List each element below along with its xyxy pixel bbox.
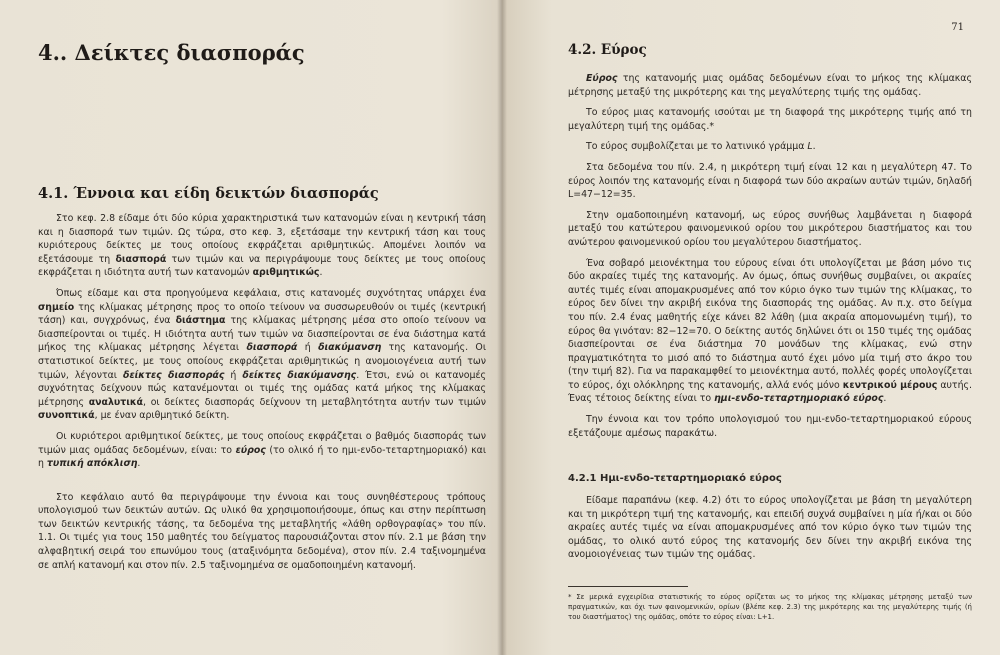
text-run: . [812,141,816,153]
bold-term: αναλυτικά [88,396,143,408]
section-title: 4.1. Έννοια και είδη δεικτών διασποράς [38,185,379,202]
paragraph [568,413,972,440]
text-run: Στην ομαδοποιημένη κατανομή, ως εύρος συνήθως λαμβάνεται η διαφορά μεταξύ του κατώτερου φαινομενικού ορίου του μικρότερου διαστήματος και του ανώτερου φαινομενικού ορίου του μεγαλύτερου διαστήματος. [568,209,972,248]
text-run: Στο κεφάλαιο αυτό θα περιγράψουμε την έννοια και τους συνηθέστερους τρόπους υπολογισμού των δεικτών αυτών. Ως υλικό θα χρησιμοποιήσουμε, όπως και στην περίπτωση των δεικτών κεντρικής τάσης, τα δεδομένα της μεταβλητής «λάθη ορθογραφίας» του πίν. 1.1. Οι τιμές για τους 150 μαθητές του δείγματος παρουσιάζονται στον πίν. 2.1 με βάση την αλφαβητική σειρά του επωνύμου τους (αταξινόμητα δεδομένα), στον πίν. 2.4 ταξινομημένα σε απλή κατανομή και στον πίν. 2.5 ταξινομημένα σε ομαδοποιημένη κατανομή. [38,491,486,571]
left-body [38,212,486,579]
paragraph [38,430,486,471]
text-run: . [883,393,887,405]
bold-italic-term: εύρος [235,444,266,456]
text-run: ή [224,369,243,381]
text-run: Ένα σοβαρό μειονέκτημα του εύρους είναι ότι υπολογίζεται με βάση μόνο τις δύο ακραίες τιμές της κατανομής. Αν όμως, όπως συνήθως συμβαίνει, οι ακραίες αυτές τιμές είναι απομακρυσμένες από τον κύριο όγκο των τιμών της κλίμακας, το εύρος δεν δίνει την ακριβή εικόνα της διασποράς της ομάδας. Αν π.χ. στο δείγμα του πίν. 2.4 ένας μαθητής είχε κάνει 82 λάθη (μια ακραία απομονωμένη τιμή), το εύρος θα γινόταν: 82−12=70. Ο δείκτης αυτός δηλώνει ότι οι 150 τιμές της ομάδας διασπείρονται σε ένα διάστημα 70 μονάδων της κλίμακας, ενώ στην πραγματικότητα το μισό από το διάστημα αυτό έχει μόνο μία τιμή στο άκρο του (την τιμή 82). Για να παρακαμφθεί το μειονέκτημα αυτό, πολλές φορές υπολογίζεται το εύρος, όχι ολόκληρης της κατανομής, αλλά ενός μόνο [568,257,972,391]
bold-italic-term: διασπορά [246,342,298,354]
text-run: Όπως είδαμε και στα προηγούμενα κεφάλαια, στις κατανομές συχνότητας υπάρχει ένα [56,287,486,299]
text-run: (το ολικό ή το ημι-ενδο-τεταρτημοριακό) και η [38,444,486,470]
footnote-rule [568,586,688,587]
text-run: αυτής. Ένας τέτοιος δείκτης είναι το [568,379,973,405]
paragraph [568,72,972,99]
bold-term: αριθμητικώς [252,267,320,279]
text-run: Την έννοια και τον τρόπο υπολογισμού του ημι-ενδο-τεταρτημοριακού εύρους εξετάζουμε αμέσως παρακάτω. [568,414,972,439]
right-page [502,0,1000,655]
paragraph [38,212,486,280]
paragraph [38,491,486,573]
bold-italic-term: δείκτες διακύμανσης [242,369,357,381]
paragraph [568,257,972,407]
text-run: της κατανομής. Οι στατιστικοί δείκτες, με τους οποίους εκφράζεται αριθμητικώς η ανομοιογένεια αυτή των τιμών, λέγονται [38,342,486,381]
bold-italic-term: Εύρος [586,73,618,84]
book-gutter [497,0,507,655]
text-run: Οι κυριότεροι αριθμητικοί δείκτες, με τους οποίους εκφράζεται ο βαθμός διασποράς των τιμών μιας ομάδας δεδομένων, είναι: το [38,430,486,456]
italic-term: L [807,141,813,153]
paragraph [568,106,972,133]
paragraph [568,494,972,562]
text-run: της κλίμακας μέτρησης προς το οποίο τείνουν να συσσωρευθούν οι τιμές (κεντρική τάση) και, συγχρόνως, ένα [38,301,486,327]
text-run: , με έναν αριθμητικό δείκτη. [94,410,230,422]
section-title: 4.2. Εύρος [568,42,647,58]
page-number: 71 [951,22,964,33]
text-run: Το εύρος μιας κατανομής ισούται με τη διαφορά της μικρότερης τιμής από τη μεγαλύτερη τιμή της ομάδας.* [568,107,972,132]
text-run: Το εύρος συμβολίζεται με το λατινικό γράμμα [586,141,808,153]
text-run: ή [297,342,319,354]
bold-term: συνοπτικά [38,410,95,422]
text-run: των τιμών και να περιγράψουμε τους δείκτες με τους οποίους εκφράζεται η ιδιότητα αυτή των κατανομών [38,253,486,279]
text-run: Στο κεφ. 2.8 είδαμε ότι δύο κύρια χαρακτηριστικά των κατανομών είναι η κεντρική τάση και η διασπορά των τιμών. Ως τώρα, στο κεφ. 3, εξετάσαμε την κεντρική τάση και τους κυριότερους δείκτες με τους οποίους εκφράζεται αριθμητικώς. Απομένει λοιπόν να εξετάσουμε τη [38,213,486,265]
bold-italic-term: ημι-ενδο-τεταρτημοριακό εύρος [714,393,884,405]
bold-term: σημείο [38,301,75,313]
chapter-title: 4.. Δείκτες διασποράς [38,40,305,65]
footnote: * Σε μερικά εγχειρίδια στατιστικής το εύρος ορίζεται ως το μήκος της κλίμακας μέτρησης μεταξύ των πραγματικών, και όχι των φαινομενικών, ορίων (βλέπε κεφ. 2.3) της μικρότερης και της μεγαλύτερης τιμής (ή του διαστήματος) της ομάδας, οπότε το εύρος είναι: L+1. [568,593,972,621]
text-run: της κλίμακας μέτρησης μέσα στο οποίο τείνουν να διασπείρονται οι τιμές. Η ιδιότητα αυτή των τιμών να διασπείρονται σε ένα διάστημα κατά μήκος της κλίμακας μέτρησης λέγεται [38,315,486,354]
text-run: . [137,458,141,470]
bold-term: διασπορά [115,253,167,265]
bold-italic-term: δείκτες διασποράς [123,369,225,381]
text-run: Στα δεδομένα του πίν. 2.4, η μικρότερη τιμή είναι 12 και η μεγαλύτερη 47. Το εύρος λοιπόν της κατανομής είναι η διαφορά των δύο ακραίων αυτών τιμών, δηλαδή L=47−12=35. [568,161,972,201]
text-run: . Έτσι, ενώ οι κατανομές συχνότητας δείχνουν πώς κατανέμονται οι τιμές της ομάδας κατά μήκος της κλίμακας μέτρησης [38,369,487,408]
text-run: . [319,267,323,279]
subsection-title: 4.2.1 Ημι-ενδο-τεταρτημοριακό εύρος [568,473,782,484]
bold-term: διάστημα [175,315,226,327]
text-run: Είδαμε παραπάνω (κεφ. 4.2) ότι το εύρος υπολογίζεται με βάση τη μεγαλύτερη και τη μικρότερη τιμή της κατανομής, και επειδή συχνά συμβαίνει η μία ή/και οι δύο ακραίες αυτές τιμές να είναι απομακρυσμένες από τον κύριο όγκο των τιμών της ομάδας, το ολικό αυτό εύρος της κατανομής δεν δίνει την ακριβή εικόνα της ανομοιογένειας των τιμών της ομάδας. [568,495,972,561]
bold-italic-term: διακύμανση [318,342,382,354]
paragraph [568,161,972,202]
paragraph [568,209,972,250]
text-run: της κατανομής μιας ομάδας δεδομένων είναι το μήκος της κλίμακας μέτρησης μεταξύ της μικρότερης και της μεγαλύτερης τιμής της ομάδας. [568,73,972,98]
subsection-body [568,494,972,569]
text-run: , οι δείκτες διασποράς δείχνουν τη μεταβλητότητα αυτήν των τιμών [142,396,486,408]
paragraph [568,140,972,154]
bold-italic-term: τυπική απόκλιση [46,458,138,470]
bold-term: κεντρικού μέρους [842,379,938,391]
right-body [568,72,972,447]
paragraph [38,287,486,423]
